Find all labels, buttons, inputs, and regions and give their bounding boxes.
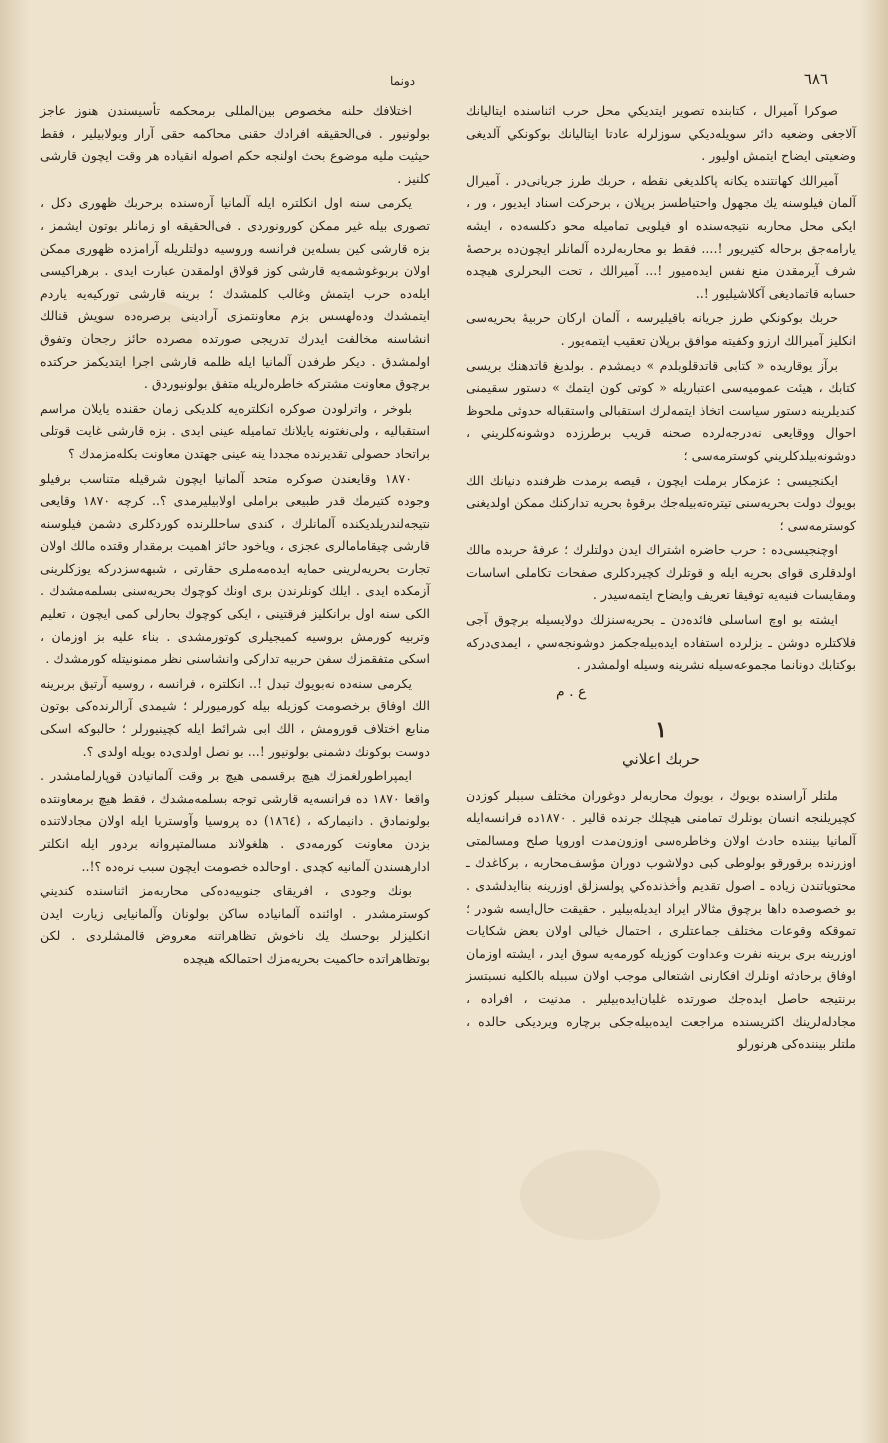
paragraph: اختلافك حلنه مخصوص بين‌المللى برمحكمه تأسيسندن هنوز عاجز بولونيور . فى‌الحقيقه افرادك حقنى محاكمه حقى آرار وبولابيلير ، فقط حيثيت مليه موضوع بحث اولنجه حكم اصوله انقياده هر وقت ايچون قارشى كلنيز . (40, 103, 430, 186)
paragraph: ايمپراطورلغمزك هيچ برقسمى هيچ بر وقت آلمانيادن قوپارلمامشدر . واقعا ١٨٧٠ ده فرانسه‌يه قارشى توجه بسلمه‌مشدك ، فقط هيچ برمعاونتده بولونمادق . دانيماركه ، (١٨٦٤) ده پروسيا وآوستريا ايله اولان مجادلاتنده بزدن معاونت كورمه‌دى . هلغولاند مسالمتپروانه بردور ايله انكلتر ادارهسندن آلمانيه كچدى . اوحالده خصومت ايچون سبب نره‌ده ؟!.. (40, 768, 430, 874)
paragraph: برآز يوقاريده « كتابى قاتدقلوبلدم » ديمشدم . بولديغ قاتدهنك بريسى كتابك ، هيئت عموميه‌سى اعتباريله « كوتى كون ايتمك » دستور سقيمنى كنديلرينه دستور سياست اتخاذ ايتمه‌لرك استقبالى واستقباله حدوثى ملحوظ احوال ووقايعى نه‌درجه‌لرده صحنه قريب برطرزده دوشونه‌كلريني ، دوشونه‌بيلدكلريني كوسترمه‌سى ؛ (466, 357, 856, 463)
paragraph: صوكرا آميرال ، كتابنده تصوير ايتديكي محل حرب اثناسنده ايتاليانك آلاجغى وضعيه دائر سويله‌ديكي سوزلرله عادتا ايتاليانك بوكونكي آلديغى وضعيتى ايضاح ايتمش اوليور . (466, 103, 856, 164)
paragraph: يكرمى سنه اول انكلتره ايله آلمانيا آره‌سنده برحربك ظهورى دكل ، تصورى بيله غير ممكن كورونوردى . فى‌الحقيقه او زمانلر بوتون ايشمز ، بزه قارشى كين بسله‌ين فرانسه وروسيه دولتلريله آرامزده ظهورى ممكن اولان بربوغوشمه‌يه قارشى كوز قولاق اولمقدن عبارت ايدى . برهراكيسى ايله‌ده حرب ايتمش وغالب كلمشدك ؛ برينه قارشى توركيه‌يه ياردم ايتمشدك وده‌لهسس بزم معاونتمزى آرادينى برصره‌ده سويش قنالك انشاسنه مخالفت ايدرك تدريجى صورتده مصرده حائز رجحان وتفوق اولمشدق . ديكر طرفدن آلمانيا ايله ظلمه قارشى اجرا ايتديكمز حركتده برچوق معاونت مشتركه خاطره‌لريله متفق بولونيوردق . (40, 195, 430, 392)
paragraph: حربك بوكونكي طرز جريانه باقيليرسه ، آلمان اركان حربيهٔ بحريه‌سى انكليز آميرالك ارزو وكفيته موافق برپلان تعقيب ايتمه‌يور . (466, 310, 856, 348)
paper-stain (520, 1150, 660, 1240)
paragraph: ملتلر آراسنده بويوك ، بويوك محاربه‌لر دوغوران مختلف سببلر كوزدن كچيريلنجه انسان بونلرك تمامنى هيچلك جرنده قالير . ١٨٧٠ده فرانسه‌ايله آلمانيا بيننده حادث اولان وخاطره‌سى اوزون‌مدت اوروپا صلح ومسالمتى اوزرنده برقورقو بولوطى كبى دولاشوب دوران مؤسف‌محاربه ، بركاغدك ـ محتوياتندن زياده ـ اصول تقديم وأخذنده‌كي پولسزلق اوزرينه بناايدلشدى . بو خصوصده داها برچوق مثالار ايراد ايديله‌بيلير . حقيقت حال‌ايسه شودر ؛ تموقكه وقوعات مختلف جماعتلرى ، احتمال خيالى اولان بعض شكايات اوزرينه برى برينه نفرت وعداوت كوزيله كورمه‌يه سوق ايدر ، ايشته اوزمان اوفاق برحادثه اونلرك افكارنى اشتعالى موجب اولان سببله بالكليه نسبتسز برنتيجه حاصل ايده‌جك صورتده غليان‌ايده‌بيلير . مدنيت ، افراده ، مجادله‌لرينك اكثريسنده مراجعت ايده‌بيله‌جكى برچاره ويرديكى حالده ، ملتلر بيننده‌كى هرنورلو (466, 787, 856, 1052)
paragraph: ١٨٧٠ وقايعندن صوكره متحد آلمانيا ايچون شرقيله متناسب برفيلو وجوده كتيرمك قدر طبيعى براملى اولابيليرمدى ؟.. كرچه ١٨٧٠ وقايعى نتيجه‌لندريلديكنده آلمانلرك ، كندى ساحللرنده كوردكلرى دشمن فيلوسنه قارشى چيقامامالرى عجزى ، وياخود حائز اهميت برمقدار وقتده مالك اولان تجارت بحريه‌لرينى حمايه ايده‌مه‌ملرى حقارتى ، شبهه‌سزدركه يوزكلرينى آزمكده ايدى . ايلك كونلرندن برى اونك كوچوك بحريه‌سنى بسلمه‌مشدك . الكى سنه اول برانكليز فرقتينى ، ايكى كوچوك بحارلى كمى ايچون ، تعليم وتربيه كورمش بروسيه كميجيلرى كوتورمشدى . بناء عليه بز اوزمان ، اسكى متفقمزك سفن حربيه تداركى وانشاسنى نظر ممنونيتله كورمشدك . (40, 470, 430, 667)
author-signature: ع . م (556, 683, 587, 700)
paragraph: بلوخر ، واترلودن صوكره انكلتره‌يه كلديكى زمان حقنده يايلان مراسم استقباليه ، ولى‌نغتونه يايلانك تماميله عينى ايدى . بزه قارشى غايت قوتلى براتحاد حصولى تقديرنده مجددا ينه عينى جهتدن معاونت بكله‌مزمدك ؟ (40, 400, 430, 461)
paragraph: بونك وجودى ، افريقاى جنوبيه‌ده‌كى محاربه‌مز اثناسنده كنديني كوسترمشدر . اوائنده آلمانياده ساكن بولونان وآلمانيايى زيارت ايدن انكليزلر بوحسك يك ناخوش تظاهراتنه معروض قالمشلردى . لكن بوتظاهراتده حاكميت بحريه‌مزك احتمالكه هيچده (40, 883, 430, 966)
section-number: ١ (655, 717, 667, 744)
paragraph: آميرالك كهانتنده يكانه پاكلديغى نقطه ، حربك طرز جريانى‌در . آميرال آلمان فيلوسنه يك مجهول واحتياطسز برپلان ، برحركت اسناد ايديور ، ور ، ايكى محل محاربه نتيجه‌سنده او فيلويى تماميله محو دكلسه‌ده ، ايشه يارامه‌جق برحاله كتيريور !.... فقط بو محاربه‌لرده آلمانلر ايچون‌ده برحصهٔ شرف آيرمقدن منع نفس ايده‌ميور !... آميرالك ، تحت البحرلرى هيچده حسابه قاتماديغى آكلاشيليور !.. (466, 172, 856, 301)
page-header (60, 70, 828, 98)
paragraph: ايكنجيسى : عزمكار برملت ايچون ، قيصه برمدت ظرفنده دنيانك الك بويوك دولت بحريه‌سنى تيتره‌ته‌بيله‌جك برقوهٔ بحريه تداركنك ممكن اولديغنى كوسترمه‌سى ؛ (466, 472, 856, 533)
paragraph: ايشته بو اوچ اساسلى فائده‌دن ـ بحريه‌سنزلك دولايسيله برچوق آجى فلاكتلره دوشن ـ بزلرده استفاده ايده‌بيله‌جكمز دوشونجه‌سي ، ايمدى‌دركه بوكتابك دونانما مجموعه‌سيله نشرينه وسيله اولمشدر . (466, 612, 856, 673)
left-column (40, 100, 430, 973)
right-column (466, 100, 856, 1058)
running-title: دونما (390, 74, 416, 88)
paragraph: اوچنجيسى‌ده : حرب حاضره اشتراك ايدن دولتلرك ؛ عرفهٔ حربده مالك اولدقلرى قواى بحريه ايله و قوتلرك كچيردكلرى صفحات تكاملى اساسات ومقايسات فنيه‌يه توفيقا تعريف وايضاح ايتمه‌سيدر . (466, 542, 856, 603)
page-number: ٦٨٦ (803, 70, 828, 88)
section-title: حربك اعلاني (622, 750, 700, 769)
paragraph: يكرمى سنه‌ده نه‌بويوك تبدل !.. انكلتره ، فرانسه ، روسيه آرتيق بربرينه الك اوفاق برخصومت كوزيله بيله كورميورلر ؛ شيمدى آرالرنده‌كى بوتون منابع اختلاف قورومش ، الك ابى شرائط ايله كچينيورلر ؛ حالبوكه اسكى دوست بوكونك دشمنى بولونيور !... بو نصل اولدى‌ده بويله اولدى ؟. (40, 675, 430, 759)
